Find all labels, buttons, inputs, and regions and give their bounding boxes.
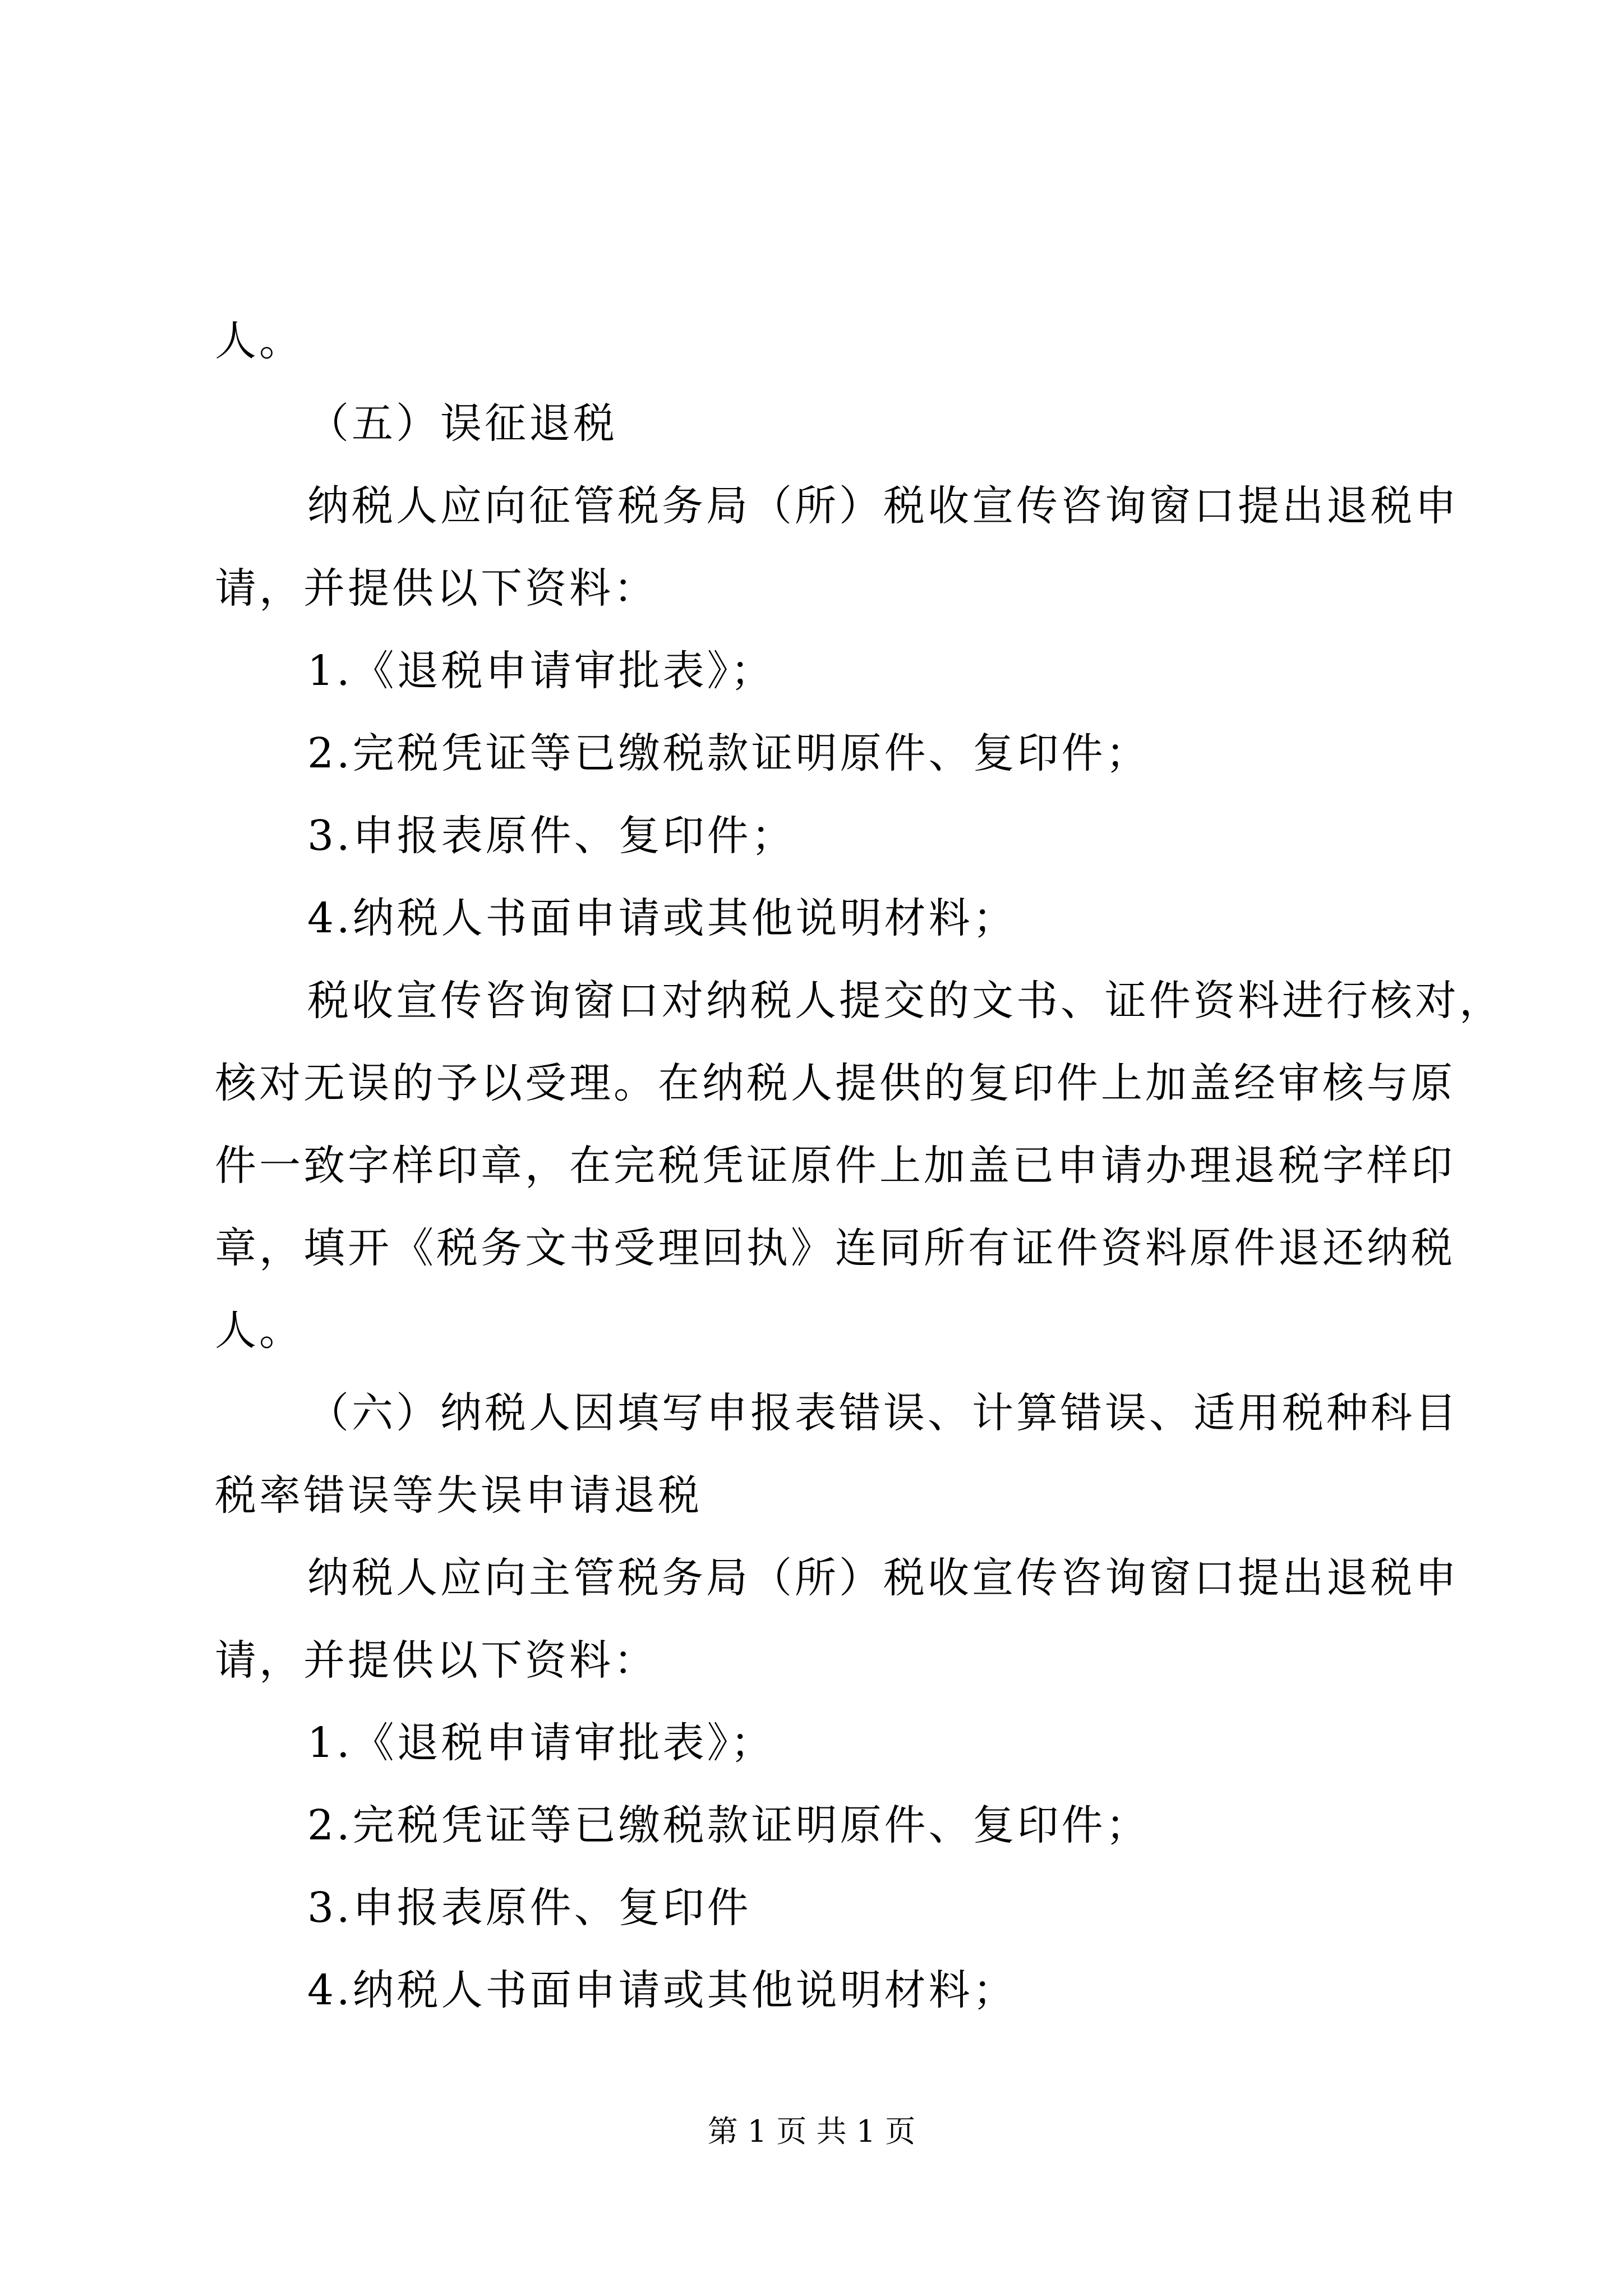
list-item: 1.《退税申请审批表》；	[307, 647, 775, 695]
section-heading: （六）纳税人因填写申报表错误、计算错误、适用税种科目	[307, 1389, 1459, 1437]
list-item: 4.纳税人书面申请或其他说明材料；	[307, 1966, 1017, 2014]
list-item: 2.完税凭证等已缴税款证明原件、复印件；	[307, 729, 1150, 777]
list-item: 4.纳税人书面申请或其他说明材料；	[307, 894, 1017, 942]
paragraph-line: 人。	[215, 1306, 303, 1355]
paragraph-line: 纳税人应向征管税务局（所）税收宣传咨询窗口提出退税申	[307, 482, 1459, 530]
text-line: 人。	[215, 317, 303, 365]
page-footer: 第 1 页 共 1 页	[707, 2114, 916, 2149]
list-item: 3.申报表原件、复印件	[307, 1884, 751, 1932]
paragraph-line: 纳税人应向主管税务局（所）税收宣传咨询窗口提出退税申	[307, 1554, 1459, 1602]
paragraph-line: 件一致字样印章，在完税凭证原件上加盖已申请办理退税字样印	[215, 1142, 1455, 1190]
section-heading: （五）误征退税	[307, 399, 617, 448]
list-item: 2.完税凭证等已缴税款证明原件、复印件；	[307, 1801, 1150, 1849]
paragraph-line: 章，填开《税务文书受理回执》连同所有证件资料原件退还纳税	[215, 1224, 1455, 1272]
paragraph-line: 核对无误的予以受理。在纳税人提供的复印件上加盖经审核与原	[215, 1059, 1455, 1107]
list-item: 3.申报表原件、复印件；	[307, 812, 796, 860]
paragraph-line: 请，并提供以下资料：	[215, 564, 658, 613]
list-item: 1.《退税申请审批表》；	[307, 1719, 775, 1767]
paragraph-line: 请，并提供以下资料：	[215, 1636, 658, 1685]
section-heading: 税率错误等失误申请退税	[215, 1471, 702, 1520]
paragraph-line: 税收宣传咨询窗口对纳税人提交的文书、证件资料进行核对，	[307, 977, 1504, 1025]
